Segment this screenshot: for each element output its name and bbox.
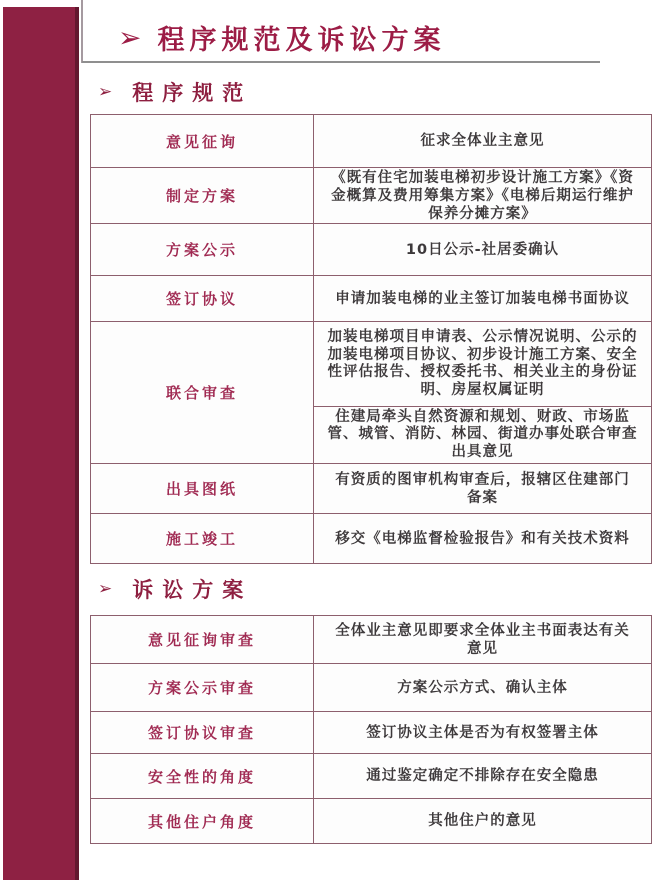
page-title-block (118, 18, 445, 57)
arrow-bullet-icon: ➢ (98, 81, 113, 102)
row-label: 安全性的角度 (91, 754, 314, 798)
row-content: 其他住户的意见 (428, 813, 537, 829)
arrow-bullet-icon: ➢ (98, 578, 113, 599)
row-label: 其他住户角度 (91, 799, 314, 843)
row-content-bottom: 住建局牵头自然资源和规划、财政、市场监管、城管、消防、林园、街道办事处联合审查出具意见 (314, 406, 651, 463)
row-content: 全体业主意见即要求全体业主书面表达有关意见 (335, 622, 630, 657)
row-content: 申请加装电梯的业主签订加装电梯书面协议 (335, 290, 630, 307)
row-label: 意见征询审查 (91, 616, 314, 663)
row-label: 签订协议审查 (91, 712, 314, 753)
table-row (91, 711, 651, 753)
litigation-table (90, 615, 652, 844)
row-content: 《既有住宅加装电梯初步设计施工方案》《资金概算及费用筹集方案》《电梯后期运行维护保养分摊方案》 (331, 169, 634, 222)
table-row (91, 663, 651, 711)
table-row (91, 275, 651, 321)
row-label: 意见征询 (91, 115, 314, 167)
table-row (91, 321, 651, 463)
row-content: 征求全体业主意见 (420, 133, 545, 149)
row-content: 10日公示-社居委确认 (405, 241, 560, 258)
table-row (91, 115, 651, 167)
procedure-table (90, 114, 652, 564)
row-content: 通过鉴定确定不排除存在安全隐患 (366, 768, 599, 784)
row-label: 制定方案 (91, 168, 314, 223)
row-content: 移交《电梯监督检验报告》和有关技术资料 (335, 530, 630, 547)
row-content: 签订协议主体是否为有权签署主体 (366, 724, 599, 741)
section-title: 程序规范 (132, 80, 253, 105)
arrow-bullet-icon: ➢ (118, 20, 142, 54)
left-accent-band (3, 7, 79, 880)
page-title: 程序规范及诉讼方案 (157, 25, 446, 56)
row-content: 方案公示方式、确认主体 (397, 679, 568, 696)
section-title: 诉讼方案 (132, 577, 253, 602)
table-row (91, 167, 651, 223)
table-row (91, 753, 651, 798)
table-row (91, 513, 651, 563)
row-label: 方案公示审查 (91, 664, 314, 711)
title-underline (82, 61, 600, 63)
table-row (91, 616, 651, 663)
row-label: 签订协议 (91, 276, 314, 321)
row-content-top: 加装电梯项目申请表、公示情况说明、公示的加装电梯项目协议、初步设计施工方案、安全性评估报告、授权委托书、相关业主的身份证明、房屋权属证明 (327, 329, 638, 398)
section-heading-procedure (98, 77, 252, 107)
title-left-rule (81, 0, 83, 63)
section-heading-litigation (98, 574, 252, 604)
row-label: 出具图纸 (91, 464, 314, 513)
row-content: 有资质的图审机构审查后，报辖区住建部门备案 (335, 471, 630, 506)
row-label: 联合审查 (91, 322, 314, 463)
table-row (91, 463, 651, 513)
table-row (91, 798, 651, 843)
table-row (91, 223, 651, 275)
row-content-stack (314, 322, 651, 463)
row-label: 方案公示 (91, 224, 314, 275)
row-label: 施工竣工 (91, 514, 314, 563)
